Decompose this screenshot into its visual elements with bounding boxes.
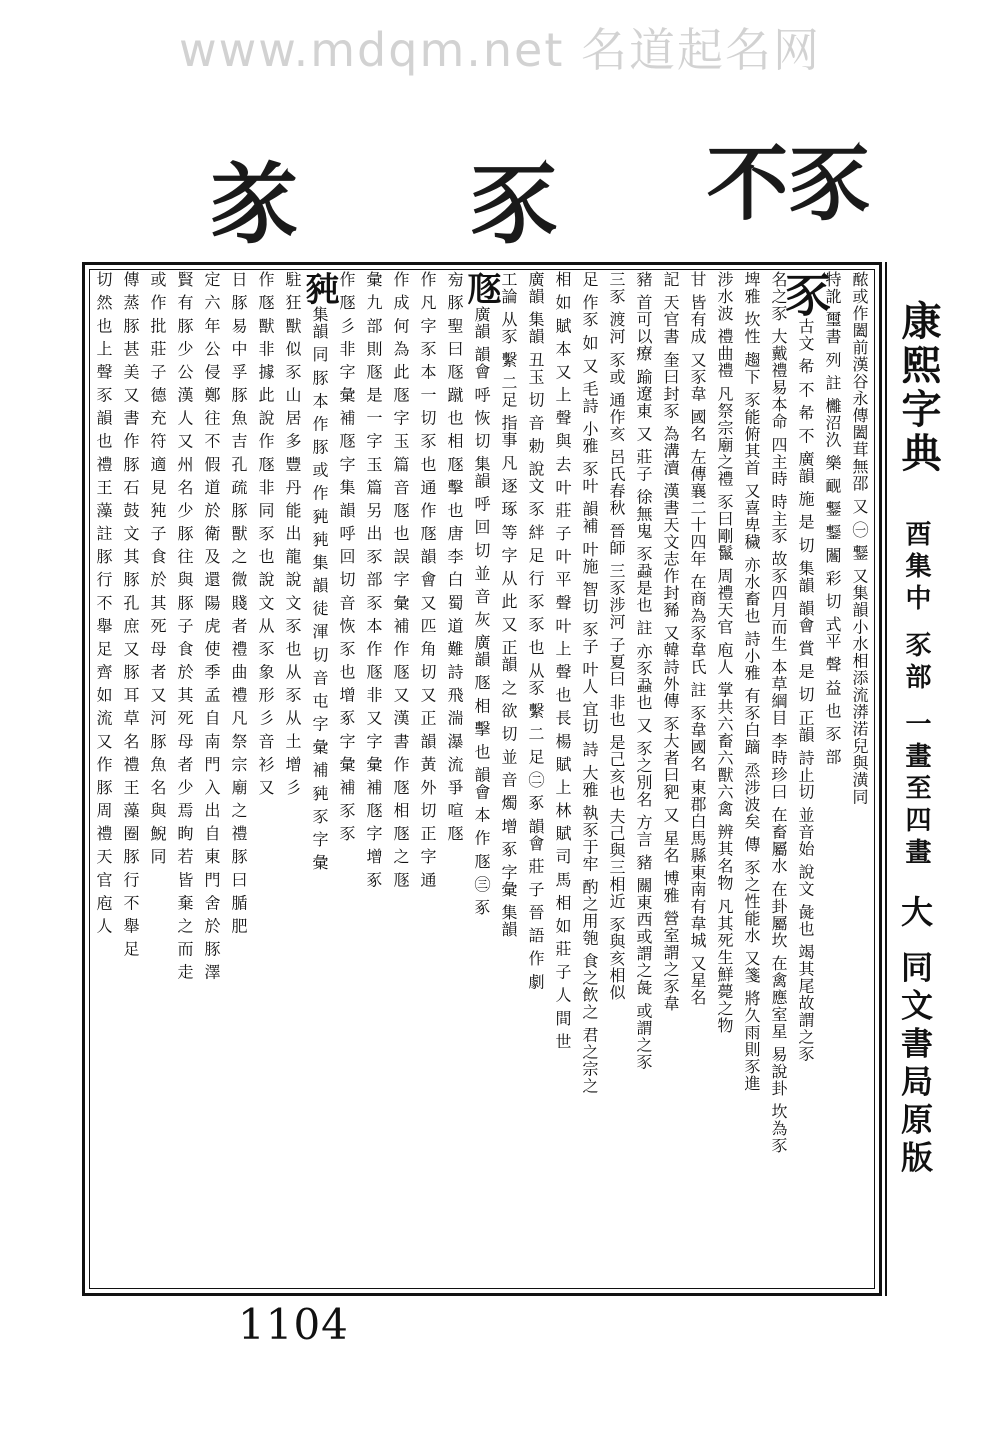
- text-column: [819, 271, 846, 1287]
- column-text: 作 凡 字 豕 本 一 切 豕 也 通 作 豗 韻 會 又 匹 角 切 又 正 韻 黃 外 切 正 字 通: [418, 271, 437, 889]
- column-text: 彙 九 部 則 豗 是 一 字 玉 篇 另 出 豕 部 豕 本 作 豗 非 又 字 彙 補 豗 字 增 豖: [364, 271, 383, 889]
- headword: 豗: [461, 271, 501, 306]
- watermark-text: www.mdqm.net 名道起名网: [178, 23, 822, 77]
- margin-divider: [885, 262, 887, 1296]
- text-frame: [82, 262, 882, 1296]
- column-text: 作 豗 獸 非 據 此 說 作 豗 非 同 豕 也 說 文 从 豕 象 形 彡 音 衫 又: [256, 271, 275, 796]
- text-column: [441, 271, 468, 1287]
- column-text: 豬 首可以療 踰遼東 又 莊子 徐無鬼 豕蝨是也 註 亦豕蝨也 又 豕之別名 方言 豬 關東西或謂之彘 或謂之豕: [634, 271, 653, 1071]
- seal-glyph: 豕 不: [693, 140, 871, 222]
- publisher-label: 大 同文書局原版: [896, 895, 934, 1179]
- text-column: [252, 271, 279, 1287]
- text-column: [90, 271, 117, 1287]
- column-text: 涉水波 禮曲禮 凡祭宗廟之禮 豕曰剛鬣 周禮天官 庖人 掌共六畜六獸六禽 辨其名物 凡其死生鮮薨之物: [715, 271, 734, 1034]
- column-text: 特訛 璽書 列 註 㰚沼汣 樂 䩄 鑋 鑋 䦲 彩 切 式平 聲 益 也 豕 部: [823, 271, 842, 766]
- column-text: 或 作 批 莊 子 德 充 符 適 見 㹠 子 食 於 其 死 母 者 又 河 豚 魚 名 與 鯢 同: [148, 271, 167, 866]
- text-column: [299, 271, 339, 1287]
- headword: 豕: [778, 271, 832, 318]
- text-column: [684, 271, 711, 1287]
- column-text: 名之豕 大戴禮易本命 四主時 時主豕 故豕四月而生 本草綱目 李時珍曰 在畜屬水 在卦屬坎 在禽應室星 易說卦 坎為豕: [769, 271, 788, 1154]
- column-text: 甘 皆有成 又豕韋 國名 左傳襄二十四年 在商為豕韋氏 註 豕韋國名 東郡白馬縣東南有韋城 又星名: [688, 271, 707, 1006]
- column-text: 定 六 年 公 侵 鄭 往 不 假 道 於 衛 及 還 陽 虎 使 季 孟 自 南 門 入 出 自 東 門 舍 於 豚 澤: [202, 271, 221, 981]
- column-text: 駐 狂 獸 似 豕 山 居 多 豐 丹 能 出 龍 說 文 豕 也 从 豕 从 土 增 彡: [283, 271, 302, 796]
- text-column: [522, 271, 549, 1287]
- text-column: [576, 271, 603, 1287]
- text-column: [738, 271, 765, 1287]
- column-text: 三豕 渡河 豕或 通作亥 呂氏春秋 晉師 三豕涉河 子夏曰 非也 是己亥也 夫己與三相近 豕與亥相似: [607, 271, 626, 1001]
- column-text: 切 然 也 上 聲 豕 韻 也 禮 王 藻 註 豚 行 不 舉 足 齊 如 流 又 作 豚 周 禮 天 官 庖 人: [94, 271, 113, 935]
- page-number: 1104: [238, 1300, 349, 1349]
- text-column: [333, 271, 360, 1287]
- text-column: [117, 271, 144, 1287]
- column-text: 廣韻 韻會 呼 恢 切 集韻 呼 回 切 並 音 灰 廣韻 豗 相 擊 也 韻會 本 作 豗 ㊂ 豖: [472, 306, 491, 916]
- text-column: [225, 271, 252, 1287]
- text-column: [603, 271, 630, 1287]
- text-column: [198, 271, 225, 1287]
- seal-script-header: [180, 140, 871, 270]
- text-column: [846, 271, 873, 1287]
- text-column: [495, 271, 522, 1287]
- column-text: 㫄 豚 聖 曰 豗 蹴 也 相 豗 擊 也 唐 李 白 蜀 道 難 詩 飛 湍 瀑 流 爭 喧 豗: [445, 271, 464, 843]
- text-column: [144, 271, 171, 1287]
- text-column: [549, 271, 576, 1287]
- text-column: [171, 271, 198, 1287]
- column-text: 作 成 何 為 此 豗 字 玉 篇 音 豗 也 誤 字 彙 補 作 豗 又 漢 書 作 豗 相 豗 之 豗: [391, 271, 410, 889]
- text-column: [360, 271, 387, 1287]
- column-text: 作 豗 彡 非 字 彙 補 豗 字 集 韻 呼 回 切 音 恢 豕 也 增 豖 字 彙 補 豕 豕: [337, 271, 356, 843]
- column-text: 埤雅 坎性 趨下 豕能俯其首 又喜卑穢 亦水畜也 詩小雅 有豕白蹢 烝涉波矣 傳 豕之性能水 又箋 將久雨則豕進: [742, 271, 761, 1093]
- dictionary-columns: [91, 271, 873, 1287]
- text-column: [630, 271, 657, 1287]
- column-text: 日 豚 易 中 孚 豚 魚 吉 孔 疏 豚 獸 之 微 賤 者 禮 曲 禮 凡 祭 宗 廟 之 禮 豚 曰 腯 肥: [229, 271, 248, 935]
- text-column: [414, 271, 441, 1287]
- column-text: 相 如 賦 本 又 上 聲 與 去 叶 莊 子 叶 平 聲 叶 上 聲 也 長 楊 賦 上 林 賦 司 馬 相 如 莊 子 人 間 世: [553, 271, 572, 1050]
- column-text: 古文 㣇 不 㣇 不 廣韻 施 是 切 集韻 韻會 賞 是 切 正韻 詩止切 並音始 說文 彘也 竭其尾故謂之豕: [796, 318, 815, 1063]
- text-column: [461, 271, 501, 1287]
- column-text: 集韻 同 豚 本 作 豚 或 作 豘 豘 集 韻 徒 渾 切 音 屯 字 彙 補 豘 豕 字 彙: [310, 306, 329, 871]
- seal-glyph: 㒸: [210, 152, 299, 256]
- text-column: [657, 271, 684, 1287]
- column-text: 廣韻 集韻 丑玉 切 音 勅 說文 豕 絆 足 行 豕 豕 也 从豕 繫 二 足 ㊁ 豖 韻會 莊 子 晉 語 作 劇: [526, 271, 545, 991]
- text-column: [711, 271, 738, 1287]
- seal-glyph: 豕: [470, 152, 559, 256]
- column-text: 工論 从豕 繫 二足 指事 凡 逐 琢 等 字 从 此 又 正韻 之 欲 切 並 音 燭 增 豖 字彙 集韻: [499, 271, 518, 938]
- column-text: 䙶或作闔前漢谷永傳闔茸無邵 又 ㊀ 鑋 又集韻小水相添流漭渃兒與潢同: [850, 271, 869, 806]
- section-label: 酉集中 豕部 一畫至四畫: [901, 520, 931, 871]
- book-title: 康熙字典: [895, 300, 942, 476]
- text-column: [387, 271, 414, 1287]
- column-text: 記 天官書 奎曰封豕 為溝瀆 漢書天文志作封豨 又韓詩外傳 豕大者曰豝 又 星名 博雅 營室謂之豕韋: [661, 271, 680, 1012]
- column-text: 傳 蒸 豚 甚 美 又 書 作 豚 石 鼓 文 其 豚 孔 庶 又 豚 耳 草 名 禮 王 藻 圈 豚 行 不 舉 足: [121, 271, 140, 958]
- text-column: [279, 271, 306, 1287]
- column-text: 足 作豕 如 又 毛詩 小雅 豕叶 韻補 叶施 智切 豕子 叶人 宜切 詩 大雅 執豕于牢 酌之用匏 食之飲之 君之宗之: [580, 271, 599, 1095]
- headword: 豘: [299, 271, 339, 306]
- column-text: 賢 有 豚 少 公 漢 人 又 州 名 少 豚 往 與 豚 子 食 於 其 死 母 者 少 焉 眴 若 皆 棄 之 而 走: [175, 271, 194, 981]
- text-column: [765, 271, 792, 1287]
